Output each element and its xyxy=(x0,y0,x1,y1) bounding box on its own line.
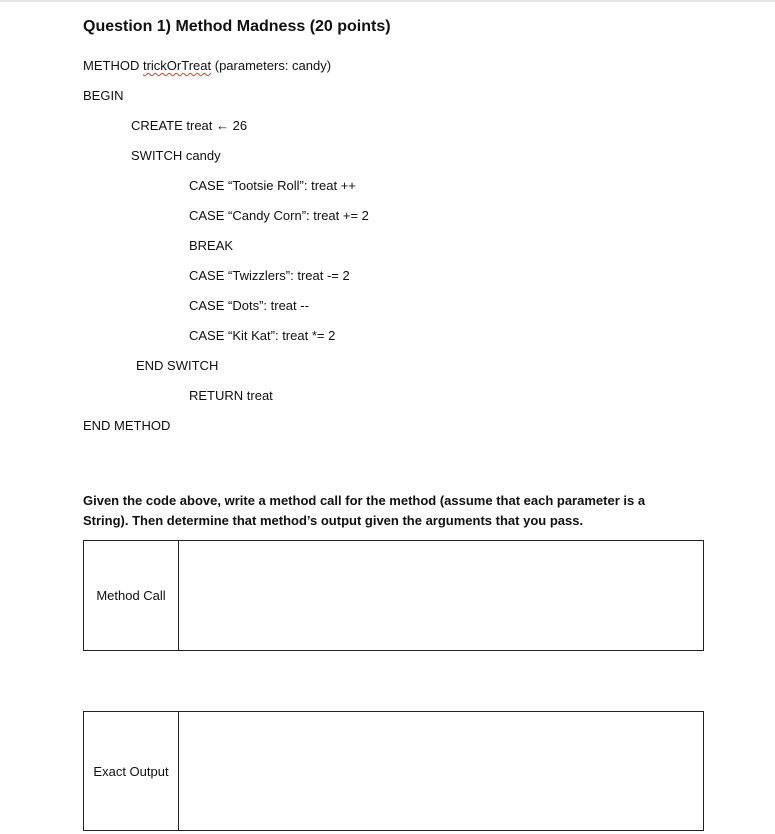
question-prompt: Given the code above, write a method call for the method (assume that each parameter is a String). Then determine that method’s output given the arguments that you pass. xyxy=(83,493,646,528)
method-call-label: Method Call xyxy=(84,541,179,650)
question-heading: Question 1) Method Madness (20 points) xyxy=(83,18,391,35)
method-params: (parameters: candy) xyxy=(214,58,332,73)
return-line: RETURN treat xyxy=(189,388,273,403)
case-twizzlers: CASE “Twizzlers”: treat -= 2 xyxy=(189,268,350,283)
end-switch-line: END SWITCH xyxy=(136,358,219,373)
case-dots: CASE “Dots”: treat -- xyxy=(189,298,309,313)
method-keyword: METHOD xyxy=(83,58,140,73)
end-method-line: END METHOD xyxy=(83,418,171,433)
exact-output-answer-cell[interactable] xyxy=(179,712,703,830)
method-signature xyxy=(83,58,331,74)
exact-output-box xyxy=(83,711,704,831)
case-tootsie-roll: CASE “Tootsie Roll”: treat ++ xyxy=(189,178,356,193)
case-kit-kat: CASE “Kit Kat”: treat *= 2 xyxy=(189,328,336,343)
page-top-rule xyxy=(0,0,775,2)
method-call-answer-cell[interactable] xyxy=(179,541,703,650)
method-name: trickOrTreat xyxy=(142,58,212,73)
case-candy-corn: CASE “Candy Corn”: treat += 2 xyxy=(189,208,369,223)
break-line: BREAK xyxy=(189,238,234,253)
switch-line: SWITCH candy xyxy=(131,148,221,163)
create-line: CREATE treat ← 26 xyxy=(131,118,248,133)
method-call-box xyxy=(83,540,704,651)
begin-line: BEGIN xyxy=(83,88,124,103)
exact-output-label: Exact Output xyxy=(84,712,179,830)
